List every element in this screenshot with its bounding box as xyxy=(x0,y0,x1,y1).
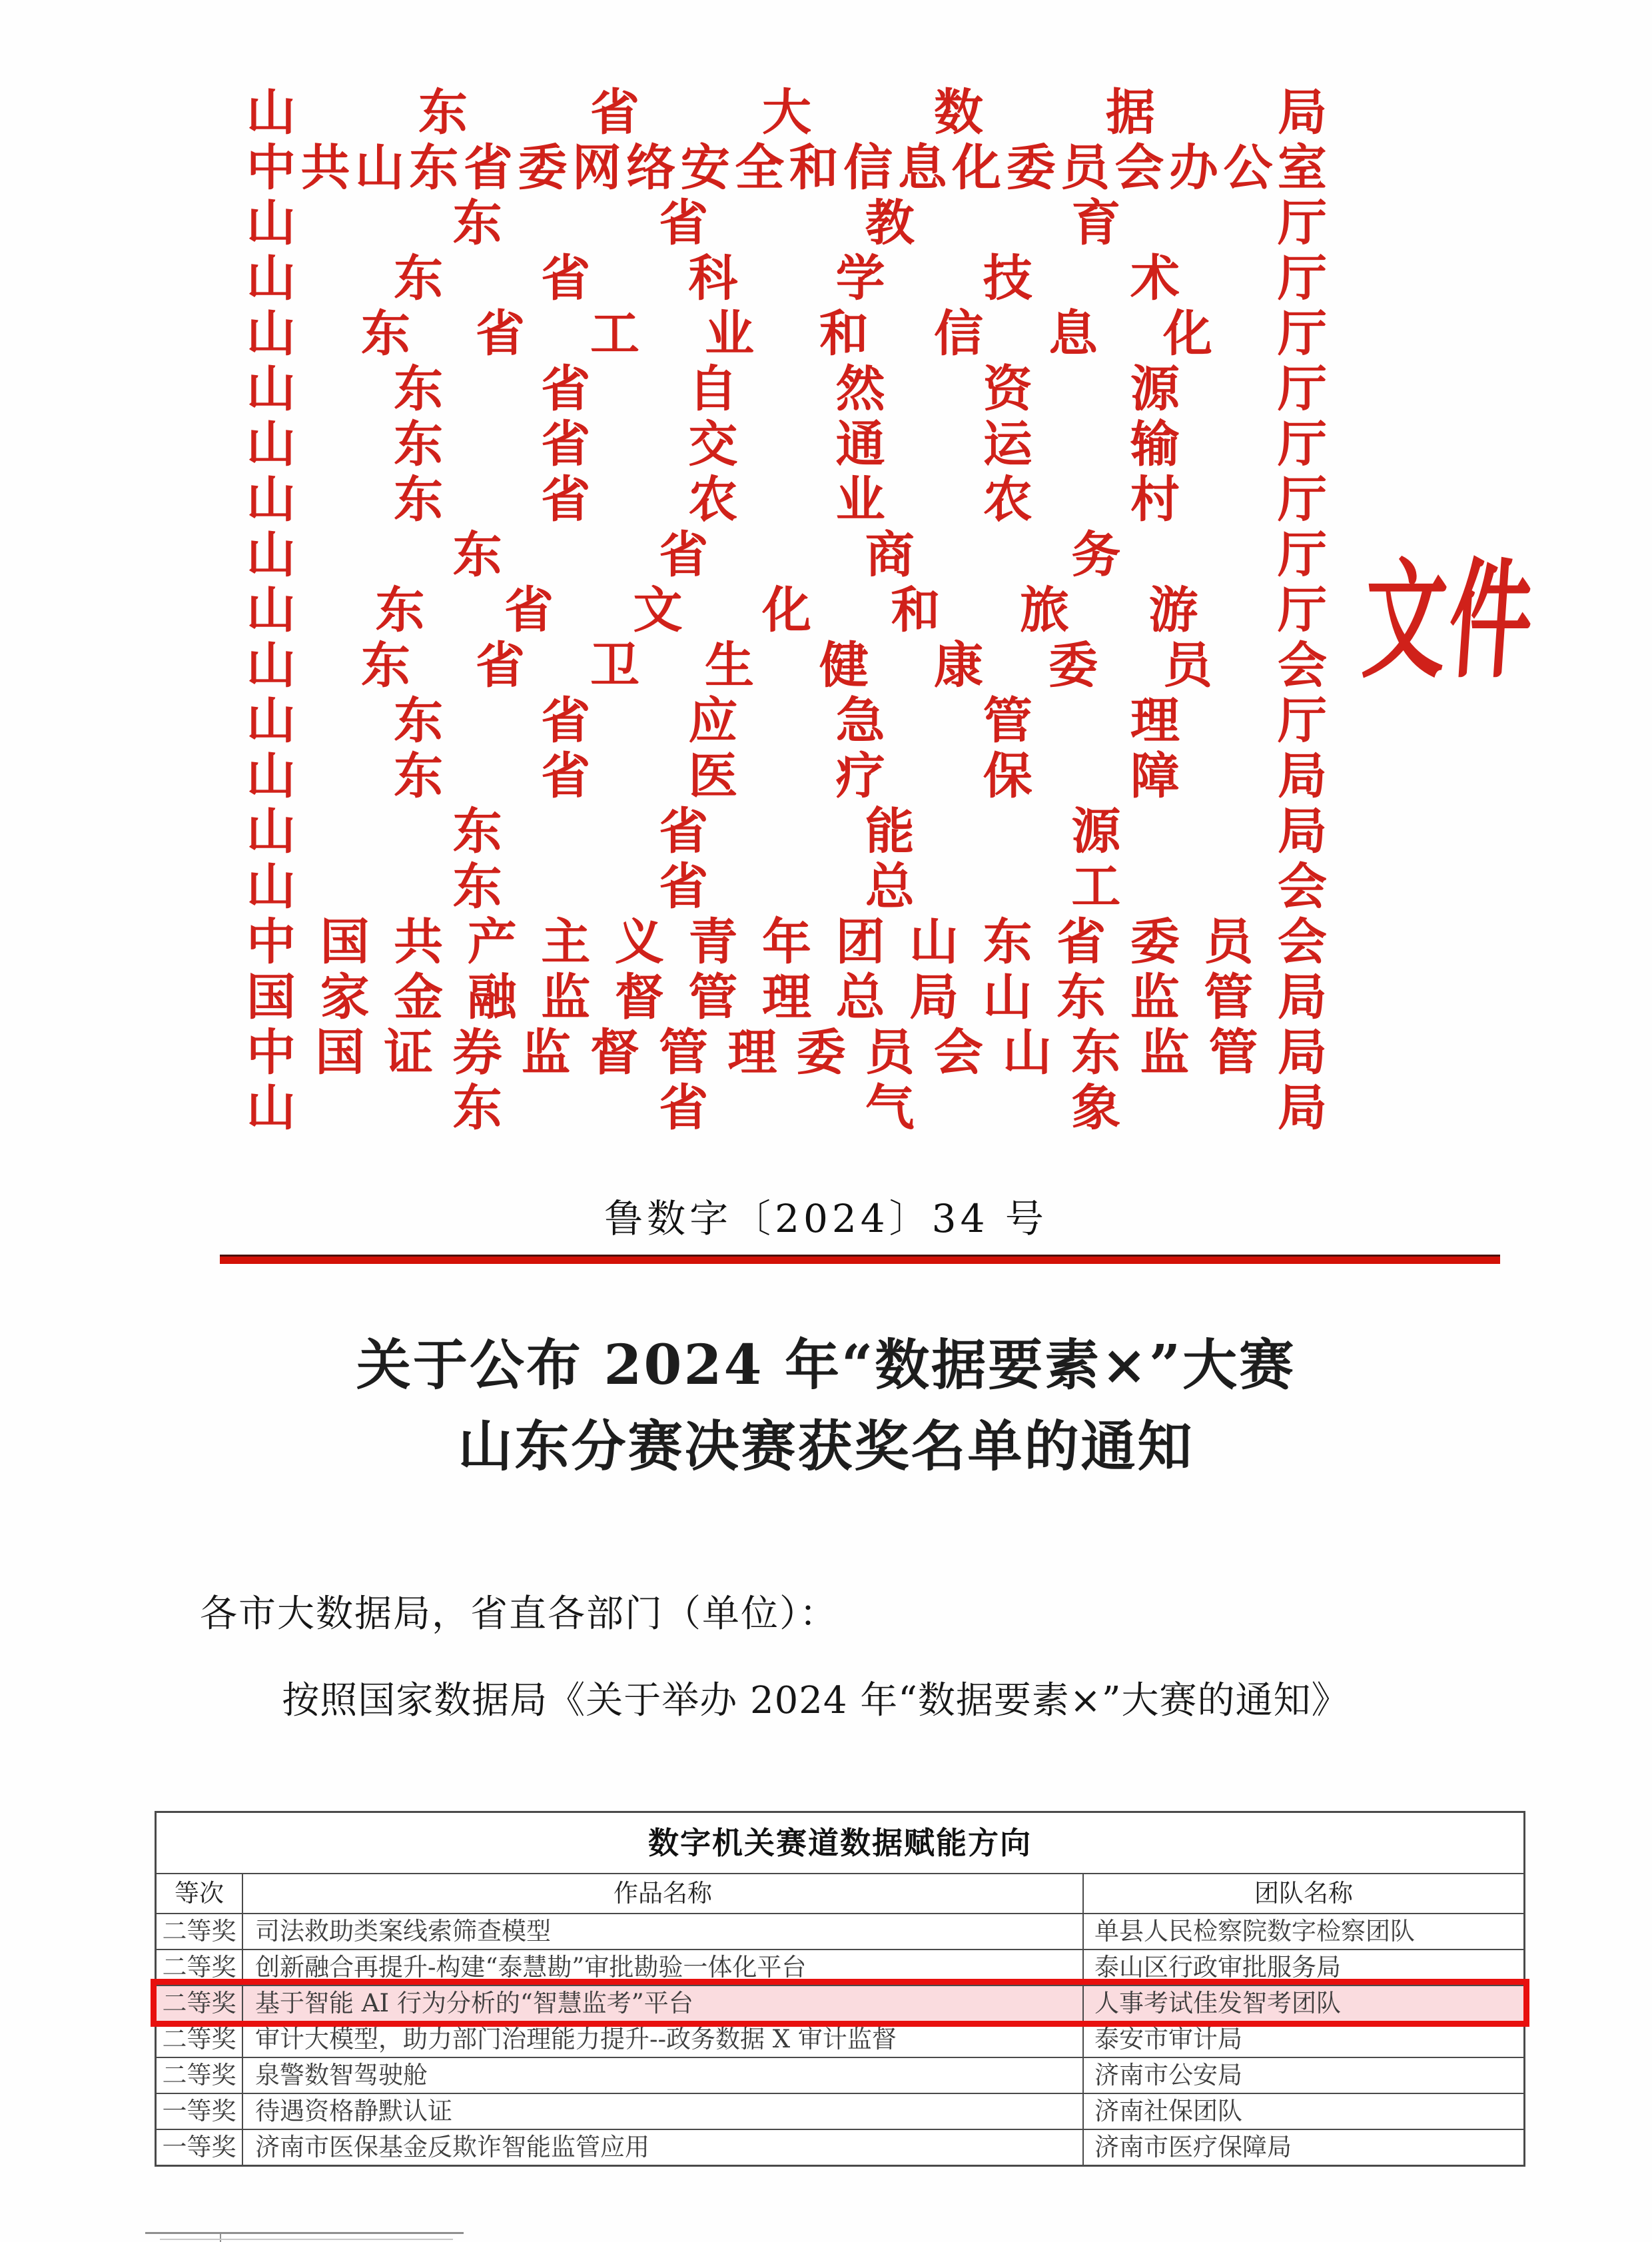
agency-line: 山 东 省 文 化 和 旅 游 厅 xyxy=(246,582,1327,639)
table-row xyxy=(157,2021,1523,2057)
award-level-cell: 二等奖 xyxy=(162,2025,236,2053)
document-label: 文件 xyxy=(1359,544,1540,696)
work-name-cell: 创新融合再提升-构建“泰慧勘”审批勘验一体化平台 xyxy=(242,1950,1082,1985)
agency-line: 山 东 省 应 急 管 理 厅 xyxy=(246,692,1327,750)
table-header-row xyxy=(157,1873,1523,1913)
agency-line: 山 东 省 医 疗 保 障 局 xyxy=(246,748,1327,805)
body-paragraph: 按照国家数据局《关于举办 2024 年“数据要素×”大赛的通知》 xyxy=(282,1679,1350,1722)
document-title xyxy=(0,1325,1652,1487)
work-name-cell: 泉警数智驾驶舱 xyxy=(242,2058,1082,2093)
award-level-cell: 一等奖 xyxy=(162,2097,236,2125)
salutation-line: 各市大数据局，省直各部门（单位）： xyxy=(200,1592,838,1636)
agency-line: 山 东 省 交 通 运 输 厅 xyxy=(246,416,1327,473)
letterhead-agency-block xyxy=(246,85,1327,1136)
team-name-cell: 济南市医疗保障局 xyxy=(1082,2130,1523,2165)
agency-line: 中 国 证 券 监 督 管 理 委 员 会 山 东 监 管 局 xyxy=(246,1024,1327,1081)
agency-line: 中 共 山 东 省 委 网 络 安 全 和 信 息 化 委 员 会 办 公 室 xyxy=(246,139,1327,197)
table-body xyxy=(157,1913,1523,2165)
award-table xyxy=(155,1811,1525,2167)
fragment-top-border xyxy=(145,2232,464,2234)
agency-line: 山 东 省 总 工 会 xyxy=(246,858,1327,915)
table-section-title: 数字机关赛道数据赋能方向 xyxy=(648,1825,1032,1861)
agency-line: 山 东 省 大 数 据 局 xyxy=(246,84,1327,141)
title-line-1: 关于公布 2024 年“数据要素×”大赛 xyxy=(356,1333,1296,1397)
agency-line: 山 东 省 卫 生 健 康 委 员 会 xyxy=(246,637,1327,694)
agency-line: 山 东 省 农 业 农 村 厅 xyxy=(246,471,1327,528)
agency-line: 中 国 共 产 主 义 青 年 团 山 东 省 委 员 会 xyxy=(246,913,1327,971)
col-header-work: 作品名称 xyxy=(242,1874,1082,1913)
work-name-cell: 待遇资格静默认证 xyxy=(242,2094,1082,2129)
agency-line: 山 东 省 商 务 厅 xyxy=(246,526,1327,584)
award-level-cell: 二等奖 xyxy=(162,1917,236,1946)
agency-line: 山 东 省 气 象 局 xyxy=(246,1079,1327,1137)
table-row xyxy=(157,2093,1523,2129)
table-row xyxy=(157,2057,1523,2093)
award-level-cell: 二等奖 xyxy=(162,2061,236,2089)
team-name-cell: 单县人民检察院数字检察团队 xyxy=(1082,1914,1523,1949)
work-name-cell: 审计大模型，助力部门治理能力提升--政务数据 X 审计监督 xyxy=(242,2022,1082,2057)
fragment-inner-line xyxy=(160,2239,453,2240)
award-level-cell: 二等奖 xyxy=(162,1953,236,1981)
agency-line: 国 家 金 融 监 督 管 理 总 局 山 东 监 管 局 xyxy=(246,969,1327,1026)
document-number: 鲁数字〔2024〕34 号 xyxy=(604,1196,1048,1241)
team-name-cell: 济南社保团队 xyxy=(1082,2094,1523,2129)
agency-line: 山 东 省 自 然 资 源 厅 xyxy=(246,360,1327,418)
agency-line: 山 东 省 能 源 局 xyxy=(246,803,1327,860)
table-row xyxy=(157,1949,1523,1985)
title-line-2: 山东分赛决赛获奖名单的通知 xyxy=(458,1414,1194,1478)
work-name-cell: 司法救助类案线索筛查模型 xyxy=(242,1914,1082,1949)
team-name-cell: 泰安市审计局 xyxy=(1082,2022,1523,2057)
award-level-cell: 二等奖 xyxy=(162,1989,236,2017)
team-name-cell: 人事考试佳发智考团队 xyxy=(1082,1986,1523,2021)
table-row xyxy=(157,1913,1523,1949)
fragment-column-divider xyxy=(220,2232,221,2242)
team-name-cell: 济南市公安局 xyxy=(1082,2058,1523,2093)
work-name-cell: 基于智能 AI 行为分析的“智慧监考”平台 xyxy=(242,1986,1082,2021)
work-name-cell: 济南市医保基金反欺诈智能监管应用 xyxy=(242,2130,1082,2165)
col-header-team: 团队名称 xyxy=(1082,1874,1523,1913)
table-row xyxy=(157,1985,1523,2021)
col-header-award: 等次 xyxy=(175,1879,224,1908)
agency-line: 山 东 省 工 业 和 信 息 化 厅 xyxy=(246,305,1327,362)
table-row xyxy=(157,2129,1523,2165)
agency-line: 山 东 省 教 育 厅 xyxy=(246,195,1327,252)
agency-line: 山 东 省 科 学 技 术 厅 xyxy=(246,250,1327,307)
team-name-cell: 泰山区行政审批服务局 xyxy=(1082,1950,1523,1985)
red-divider-line xyxy=(220,1255,1500,1264)
award-level-cell: 一等奖 xyxy=(162,2133,236,2161)
